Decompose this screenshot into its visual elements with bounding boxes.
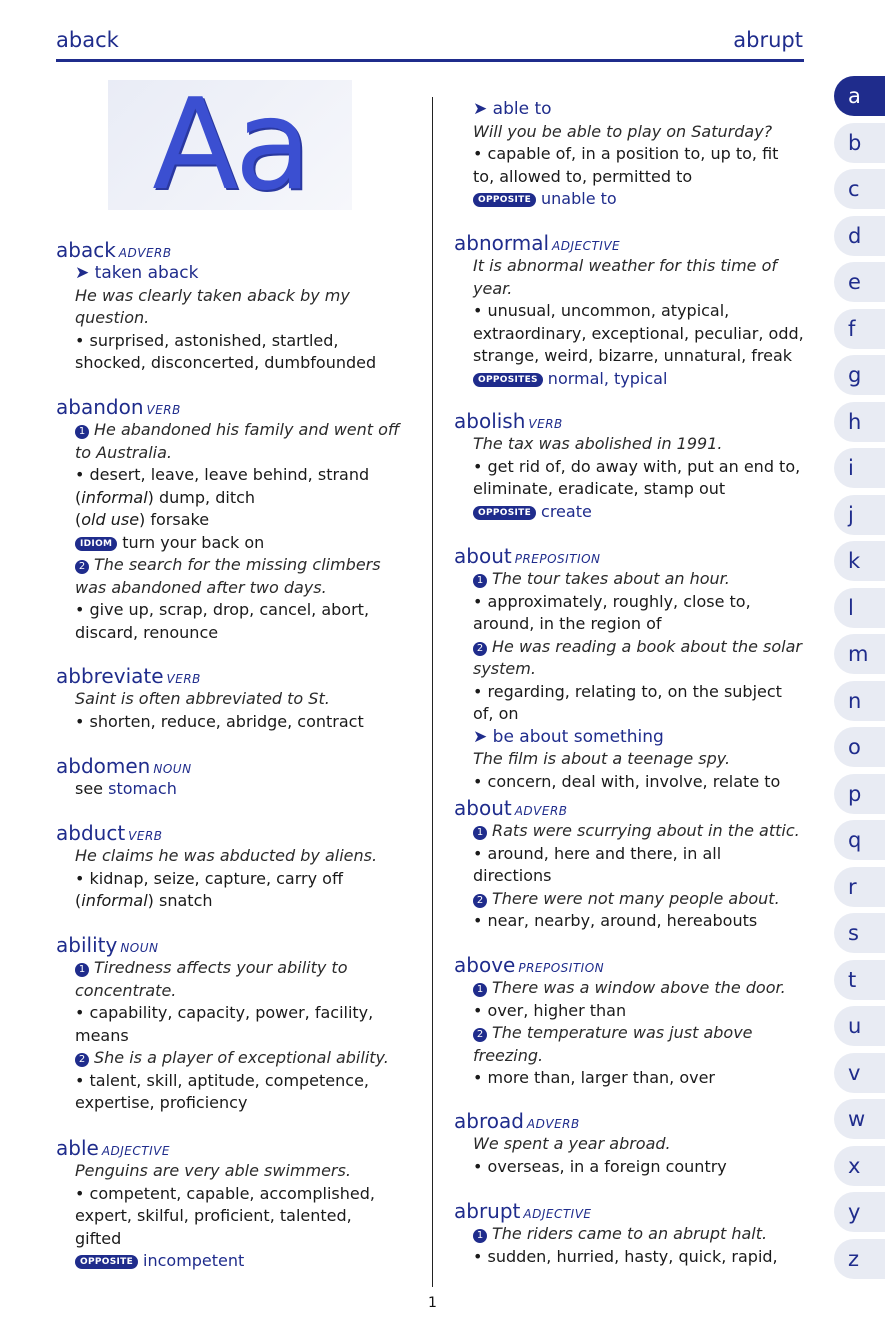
entry-about-adverb xyxy=(454,796,809,933)
synonyms: (old use) forsake xyxy=(75,510,210,529)
part-of-speech: ADVERB xyxy=(118,246,172,260)
tab-a[interactable]: a xyxy=(834,76,885,116)
example-text: The temperature was just above xyxy=(492,1023,753,1042)
headword: abrupt xyxy=(454,1199,521,1223)
example: Will you be able to play on Saturday? xyxy=(473,121,773,141)
synonyms: shocked, disconcerted, dumbfounded xyxy=(75,353,377,372)
opposite xyxy=(454,188,809,211)
tab-u[interactable]: u xyxy=(834,1006,885,1046)
section-letter-banner xyxy=(108,71,352,218)
example: concentrate. xyxy=(75,980,177,1000)
headword: abdomen xyxy=(56,754,151,778)
example: It is abnormal weather for this time of xyxy=(473,256,778,275)
example xyxy=(56,554,421,577)
part-of-speech: VERB xyxy=(528,417,563,431)
example-text: Rats were scurrying about in the attic. xyxy=(492,821,800,840)
register-label: old use xyxy=(81,510,140,529)
example-text: The search for the missing climbers xyxy=(94,555,381,574)
synonyms: (informal) dump, ditch xyxy=(75,487,256,507)
see-link[interactable]: stomach xyxy=(108,779,177,798)
example: The film is about a teenage spy. xyxy=(473,749,731,768)
headword: abnormal xyxy=(454,231,550,255)
sense-1-icon: 1 xyxy=(75,425,89,439)
synonyms-text: snatch xyxy=(153,891,213,910)
example: freezing. xyxy=(473,1045,544,1065)
tab-j[interactable]: j xyxy=(834,495,885,535)
tab-o[interactable]: o xyxy=(834,727,885,767)
opposite-badge: OPPOSITE xyxy=(473,193,536,207)
opposite xyxy=(454,501,809,524)
example: was abandoned after two days. xyxy=(75,577,327,597)
register-label: informal xyxy=(81,487,148,507)
tab-v[interactable]: v xyxy=(834,1053,885,1093)
headword: abandon xyxy=(56,395,144,419)
synonyms: • regarding, relating to, on the subject xyxy=(473,681,782,701)
part-of-speech: NOUN xyxy=(120,941,159,955)
part-of-speech: ADJECTIVE xyxy=(552,239,621,253)
part-of-speech: ADVERB xyxy=(514,804,568,818)
sense-1-icon: 1 xyxy=(75,963,89,977)
example: Penguins are very able swimmers. xyxy=(75,1161,351,1180)
headword: above xyxy=(454,953,516,977)
tab-d[interactable]: d xyxy=(834,216,885,256)
tab-m[interactable]: m xyxy=(834,634,885,674)
tab-l[interactable]: l xyxy=(834,588,885,628)
synonyms: • around, here and there, in all xyxy=(473,843,722,863)
sense-1-icon: 1 xyxy=(473,983,487,997)
opposite-words: unable to xyxy=(541,189,617,208)
opposite-words: incompetent xyxy=(143,1251,245,1270)
tab-x[interactable]: x xyxy=(834,1146,885,1186)
example: to Australia. xyxy=(75,442,173,462)
entry-ability xyxy=(56,933,421,1115)
entry-aback xyxy=(56,238,421,375)
tab-s[interactable]: s xyxy=(834,913,885,953)
headword: about xyxy=(454,796,512,820)
example xyxy=(56,957,421,980)
tab-h[interactable]: h xyxy=(834,402,885,442)
sense-2-icon: 2 xyxy=(473,642,487,656)
part-of-speech: ADJECTIVE xyxy=(523,1207,592,1221)
example-text: There was a window above the door. xyxy=(492,978,786,997)
part-of-speech: PREPOSITION xyxy=(514,552,601,566)
synonyms: • give up, scrap, drop, cancel, abort, xyxy=(75,600,370,619)
phrase: ➤ able to xyxy=(473,99,552,119)
part-of-speech: NOUN xyxy=(153,762,192,776)
register-label: informal xyxy=(81,891,148,910)
example xyxy=(454,1223,809,1246)
running-head-first-word: aback xyxy=(56,28,119,52)
synonyms: • unusual, uncommon, atypical, xyxy=(473,301,730,320)
part-of-speech: ADVERB xyxy=(526,1117,580,1131)
synonyms: • concern, deal with, involve, relate to xyxy=(473,771,781,791)
part-of-speech: PREPOSITION xyxy=(518,961,605,975)
sense-2-icon: 2 xyxy=(473,894,487,908)
synonyms: • over, higher than xyxy=(473,1000,627,1020)
opposite-badge: OPPOSITE xyxy=(473,506,536,520)
part-of-speech: ADJECTIVE xyxy=(101,1144,170,1158)
synonyms: • near, nearby, around, hereabouts xyxy=(473,911,758,930)
opposite xyxy=(56,1250,421,1273)
example: Saint is often abbreviated to St. xyxy=(75,689,330,708)
part-of-speech: VERB xyxy=(166,672,201,686)
synonyms: • talent, skill, aptitude, competence, xyxy=(75,1070,370,1090)
synonyms: around, in the region of xyxy=(473,614,662,633)
tab-b[interactable]: b xyxy=(834,123,885,163)
synonyms: discard, renounce xyxy=(75,622,219,642)
example: We spent a year abroad. xyxy=(473,1134,671,1153)
tab-r[interactable]: r xyxy=(834,867,885,907)
entry-about-preposition xyxy=(454,544,809,793)
sense-2-icon: 2 xyxy=(473,1028,487,1042)
example-text: The tour takes about an hour. xyxy=(492,569,730,588)
synonyms: • competent, capable, accomplished, xyxy=(75,1183,375,1203)
example-text: Tiredness affects your ability to xyxy=(94,958,348,977)
synonyms: • surprised, astonished, startled, xyxy=(75,330,339,350)
synonyms: to, allowed to, permitted to xyxy=(473,166,693,186)
entry-able xyxy=(56,1136,421,1273)
tab-z[interactable]: z xyxy=(834,1239,885,1279)
example-text: The riders came to an abrupt halt. xyxy=(492,1224,768,1243)
column-divider xyxy=(432,97,433,1287)
synonyms: • capability, capacity, power, facility, xyxy=(75,1003,374,1022)
tab-f[interactable]: f xyxy=(834,309,885,349)
cross-reference xyxy=(56,778,421,801)
section-letter: Aa xyxy=(152,71,308,218)
example: The tax was abolished in 1991. xyxy=(473,434,723,453)
synonyms: • more than, larger than, over xyxy=(473,1068,716,1087)
phrase: ➤ taken aback xyxy=(75,263,199,283)
sense-1-icon: 1 xyxy=(473,574,487,588)
opposite-words: create xyxy=(541,501,592,521)
tab-w[interactable]: w xyxy=(834,1099,885,1139)
example: year. xyxy=(473,278,513,298)
synonyms: directions xyxy=(473,866,552,885)
example xyxy=(454,1022,809,1045)
synonyms: of, on xyxy=(473,704,519,723)
tab-g[interactable]: g xyxy=(834,355,885,395)
headword: about xyxy=(454,544,512,568)
headword: ability xyxy=(56,933,118,957)
sense-1-icon: 1 xyxy=(473,826,487,840)
tab-c[interactable]: c xyxy=(834,169,885,209)
synonyms: • kidnap, seize, capture, carry off xyxy=(75,868,343,888)
synonyms: eliminate, eradicate, stamp out xyxy=(473,479,726,498)
sense-1-icon: 1 xyxy=(473,1229,487,1243)
example-text: There were not many people about. xyxy=(492,888,780,908)
entry-abnormal xyxy=(454,231,809,390)
headword: abbreviate xyxy=(56,664,164,688)
idiom-badge: IDIOM xyxy=(75,537,117,551)
part-of-speech: VERB xyxy=(146,403,181,417)
example xyxy=(454,820,809,843)
tab-y[interactable]: y xyxy=(834,1192,885,1232)
headword: able xyxy=(56,1136,99,1160)
headword: abduct xyxy=(56,821,126,845)
page-number: 1 xyxy=(428,1295,437,1311)
headword: aback xyxy=(56,238,116,262)
example: system. xyxy=(473,659,536,678)
running-head-last-word: abrupt xyxy=(733,28,803,52)
entry-abdomen xyxy=(56,754,421,801)
example xyxy=(454,977,809,1000)
opposites xyxy=(454,368,809,391)
synonyms: • get rid of, do away with, put an end to, xyxy=(473,456,801,476)
headword: abroad xyxy=(454,1109,524,1133)
tab-i[interactable]: i xyxy=(834,448,885,488)
idiom xyxy=(56,532,421,555)
entry-abolish xyxy=(454,409,809,523)
example-text: He was reading a book about the solar xyxy=(492,636,803,656)
see-label: see xyxy=(75,779,104,798)
synonyms: strange, weird, bizarre, unnatural, freak xyxy=(473,346,793,365)
phrase: ➤ be about something xyxy=(473,726,664,747)
example: question. xyxy=(75,308,150,327)
entry-abduct xyxy=(56,821,421,913)
synonyms: extraordinary, exceptional, peculiar, odd, xyxy=(473,323,804,343)
tab-n[interactable]: n xyxy=(834,681,885,721)
synonyms: • capable of, in a position to, up to, fit xyxy=(473,144,779,163)
headword: abolish xyxy=(454,409,526,433)
tab-q[interactable]: q xyxy=(834,820,885,860)
example: He claims he was abducted by aliens. xyxy=(75,846,378,865)
idiom-text: turn your back on xyxy=(122,532,265,552)
tab-t[interactable]: t xyxy=(834,960,885,1000)
synonyms: means xyxy=(75,1025,129,1045)
tab-e[interactable]: e xyxy=(834,262,885,302)
opposite-words: normal, typical xyxy=(547,368,668,388)
entry-abbreviate xyxy=(56,664,421,733)
example-text: He abandoned his family and went off xyxy=(94,420,400,439)
sense-2-icon: 2 xyxy=(75,560,89,574)
opposite-badge: OPPOSITE xyxy=(75,1255,138,1269)
synonyms: • approximately, roughly, close to, xyxy=(473,591,751,611)
synonyms-text: forsake xyxy=(145,510,210,529)
part-of-speech: VERB xyxy=(128,829,163,843)
entry-able-to xyxy=(454,98,809,211)
tab-k[interactable]: k xyxy=(834,541,885,581)
entry-abrupt xyxy=(454,1199,809,1268)
sense-2-icon: 2 xyxy=(75,1053,89,1067)
header-rule xyxy=(56,59,804,62)
synonyms: • desert, leave, leave behind, strand xyxy=(75,465,370,484)
example: He was clearly taken aback by my xyxy=(75,285,350,305)
example xyxy=(454,636,809,659)
synonyms: (informal) snatch xyxy=(75,891,213,910)
tab-p[interactable]: p xyxy=(834,774,885,814)
entry-abroad xyxy=(454,1109,809,1178)
synonyms: expertise, proficiency xyxy=(75,1093,248,1112)
synonyms-text: dump, ditch xyxy=(153,487,256,507)
entry-abandon xyxy=(56,395,421,644)
opposites-badge: OPPOSITES xyxy=(473,373,543,387)
example xyxy=(454,888,809,911)
synonyms: • sudden, hurried, hasty, quick, rapid, xyxy=(473,1246,778,1266)
example xyxy=(454,568,809,591)
synonyms: • overseas, in a foreign country xyxy=(473,1156,727,1176)
synonyms: • shorten, reduce, abridge, contract xyxy=(75,711,364,731)
example-text: She is a player of exceptional ability. xyxy=(94,1048,389,1067)
synonyms: gifted xyxy=(75,1228,122,1248)
example xyxy=(56,1047,421,1070)
synonyms: expert, skilful, proficient, talented, xyxy=(75,1206,352,1225)
example xyxy=(56,419,421,442)
entry-above xyxy=(454,953,809,1090)
